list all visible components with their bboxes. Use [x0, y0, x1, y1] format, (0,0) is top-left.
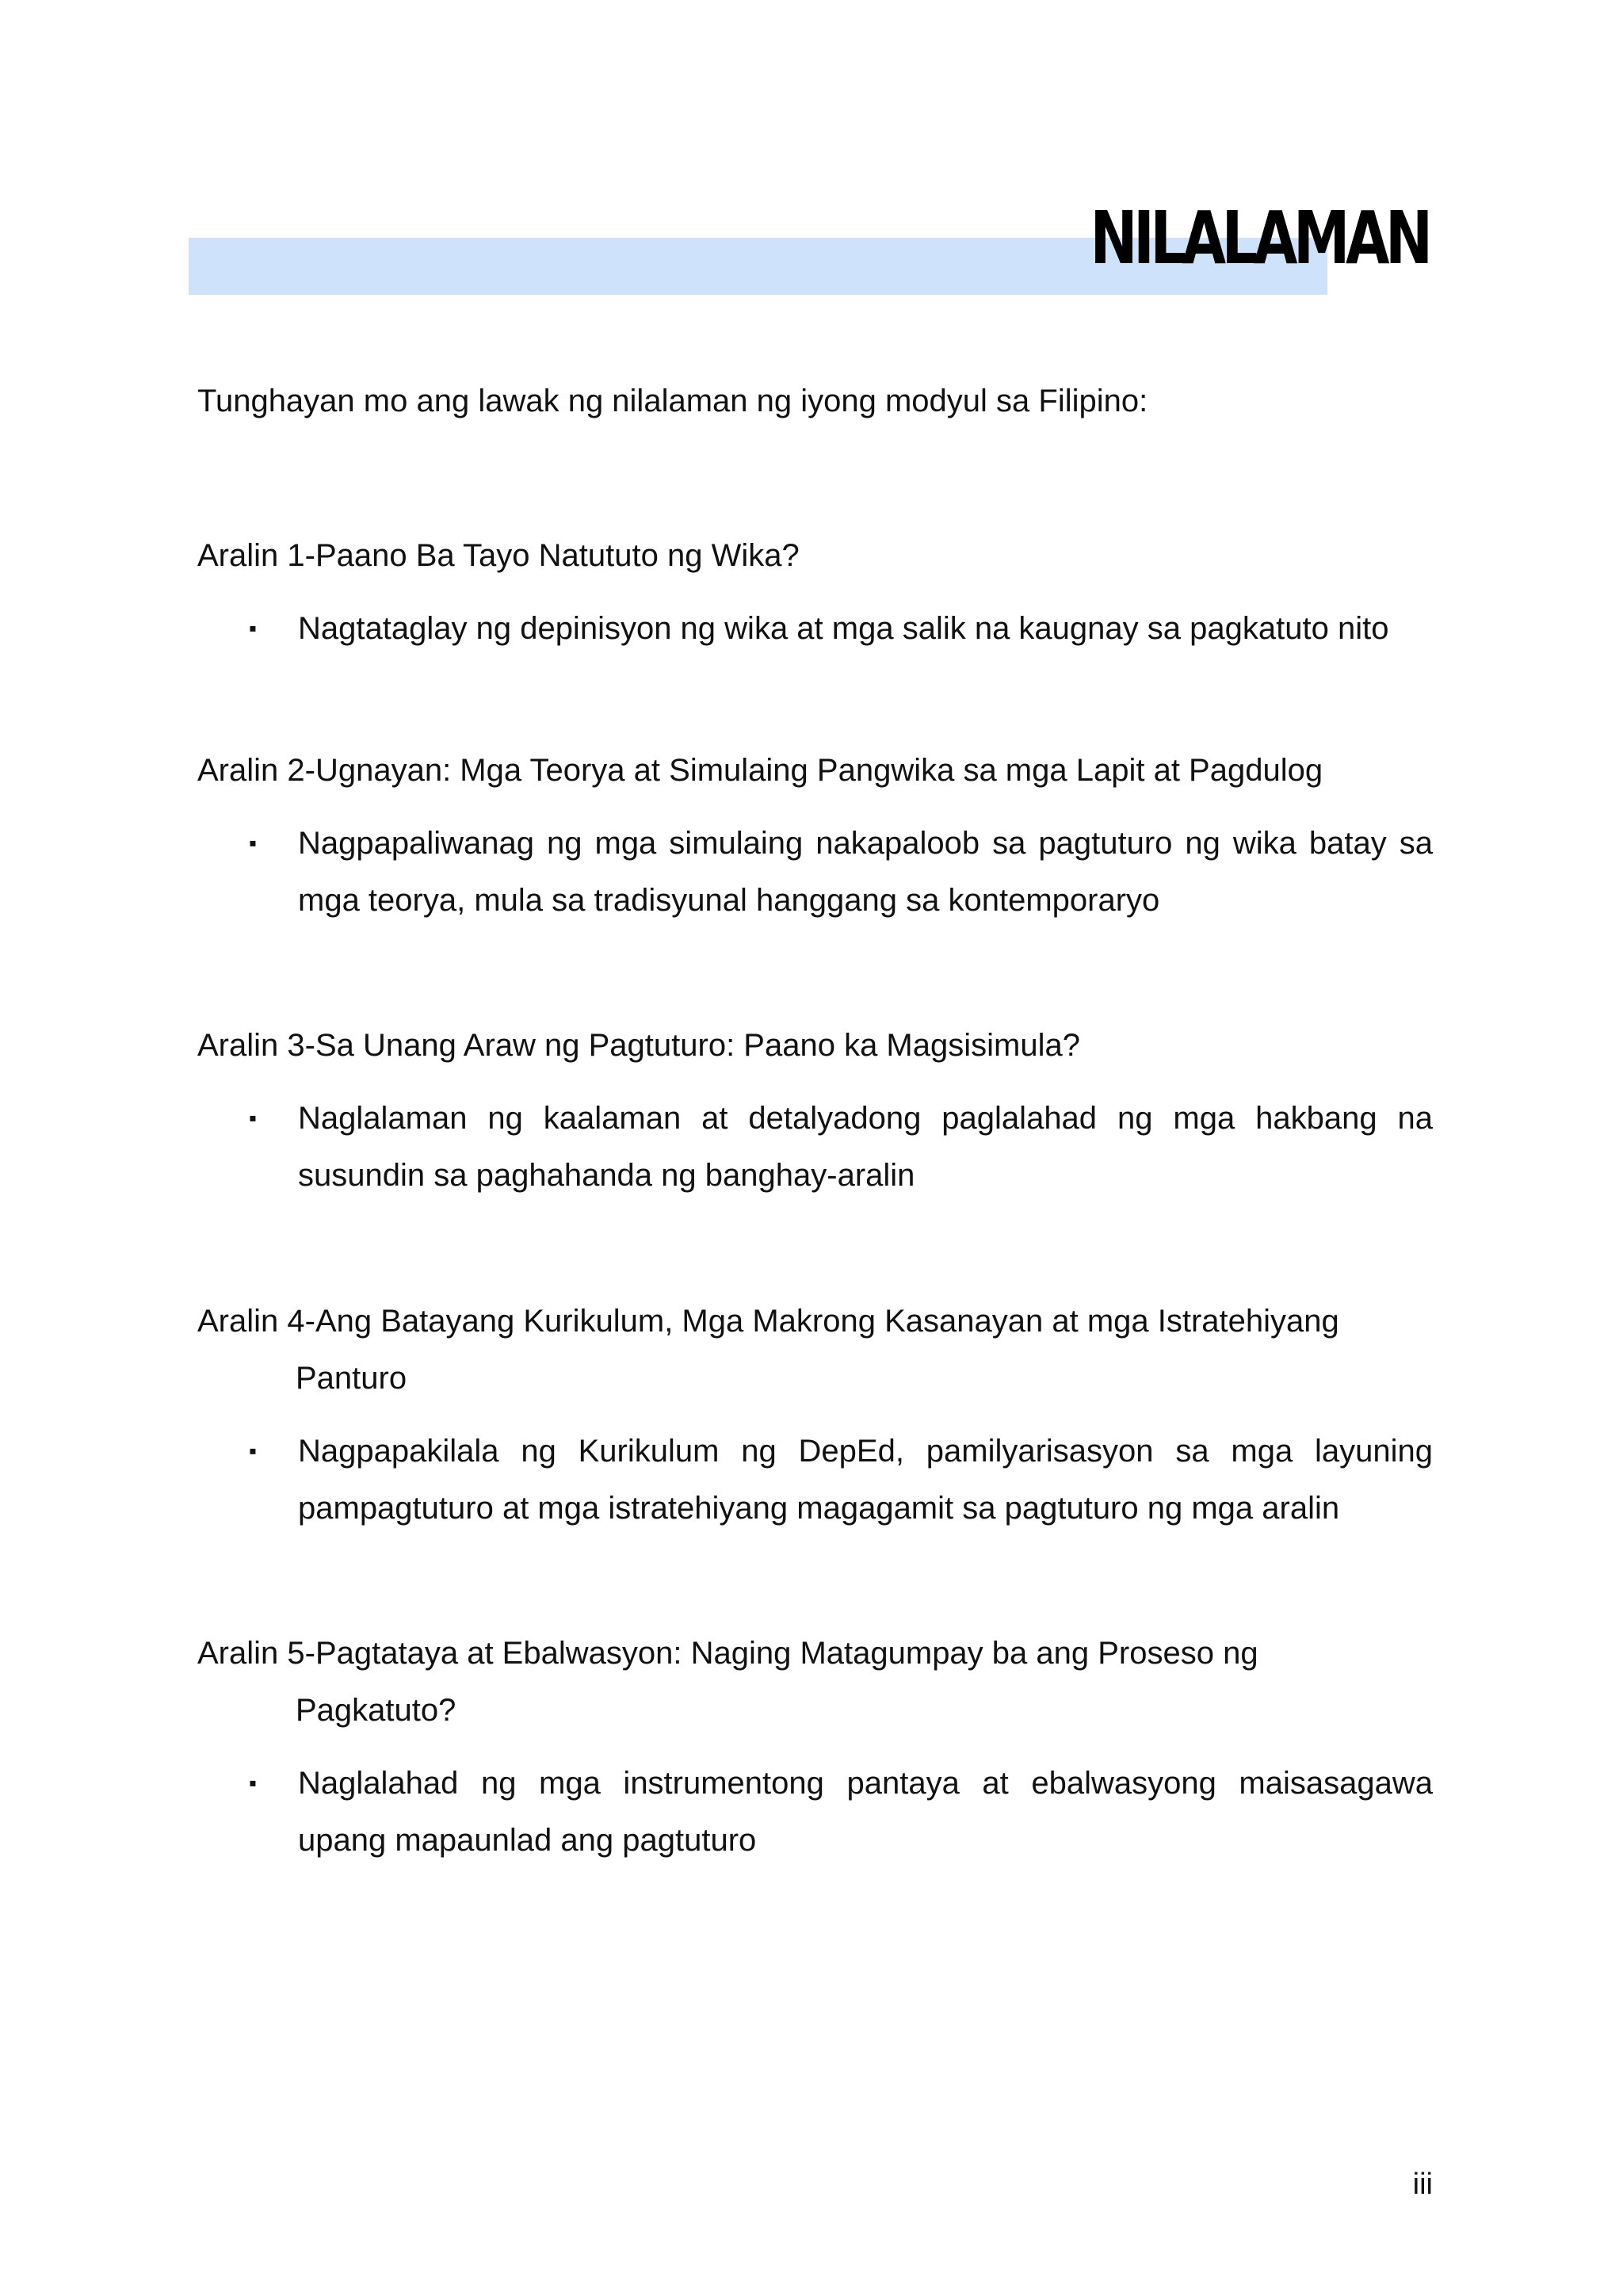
lesson-heading: Aralin 3-Sa Unang Araw ng Pagtuturo: Paano ka Magsisimula?	[197, 1028, 1080, 1063]
page-number: iii	[1412, 2168, 1433, 2201]
lesson-description	[197, 600, 1433, 657]
lesson-description	[197, 1755, 1433, 1869]
lesson-heading: Aralin 2-Ugnayan: Mga Teorya at Simulaing Pangwika sa mga Lapit at Pagdulog	[197, 753, 1323, 788]
bullet-icon: ▪	[249, 831, 257, 855]
lesson-3	[197, 1017, 1433, 1204]
lesson-description-text: Nagpapaliwanag ng mga simulaing nakapaloob sa pagtuturo ng wika batay sa mga teorya, mula sa tradisyunal hanggang sa kontemporaryo	[298, 826, 1433, 918]
bullet-icon: ▪	[249, 616, 257, 640]
bullet-icon: ▪	[249, 1771, 257, 1795]
lesson-heading-continuation: Pagkatuto?	[296, 1693, 456, 1728]
lesson-description	[197, 815, 1433, 929]
lesson-description	[197, 1423, 1433, 1537]
lesson-heading-continuation: Panturo	[296, 1361, 407, 1396]
lesson-2	[197, 742, 1433, 929]
lesson-description-text: Naglalaman ng kaalaman at detalyadong paglalahad ng mga hakbang na susundin sa paghahanda ng banghay-aralin	[298, 1101, 1433, 1193]
bullet-icon: ▪	[249, 1106, 257, 1130]
lesson-5	[197, 1625, 1433, 1869]
lesson-1	[197, 527, 1433, 657]
lesson-description-text: Nagpapakilala ng Kurikulum ng DepEd, pamilyarisasyon sa mga layuning pampagtuturo at mga istratehiyang magagamit sa pagtuturo ng mga aralin	[298, 1434, 1433, 1526]
lesson-heading	[197, 1625, 1433, 1739]
lesson-4	[197, 1293, 1433, 1537]
lesson-heading	[197, 1293, 1433, 1407]
intro-text: Tunghayan mo ang lawak ng nilalaman ng iyong modyul sa Filipino:	[197, 384, 1148, 418]
lesson-description-text: Nagtataglay ng depinisyon ng wika at mga salik na kaugnay sa pagkatuto nito	[298, 611, 1389, 646]
lesson-heading: Aralin 1-Paano Ba Tayo Natututo ng Wika?	[197, 538, 800, 573]
page-title: NILALAMAN	[1090, 196, 1429, 281]
lesson-description-text: Naglalahad ng mga instrumentong pantaya at ebalwasyong maisasagawa upang mapaunlad ang pagtuturo	[298, 1766, 1433, 1858]
lesson-description	[197, 1090, 1433, 1204]
lesson-heading-text: Aralin 4-Ang Batayang Kurikulum, Mga Makrong Kasanayan at mga Istratehiyang	[197, 1304, 1339, 1339]
lesson-heading-text: Aralin 5-Pagtataya at Ebalwasyon: Naging Matagumpay ba ang Proseso ng	[197, 1636, 1258, 1671]
bullet-icon: ▪	[249, 1438, 257, 1463]
